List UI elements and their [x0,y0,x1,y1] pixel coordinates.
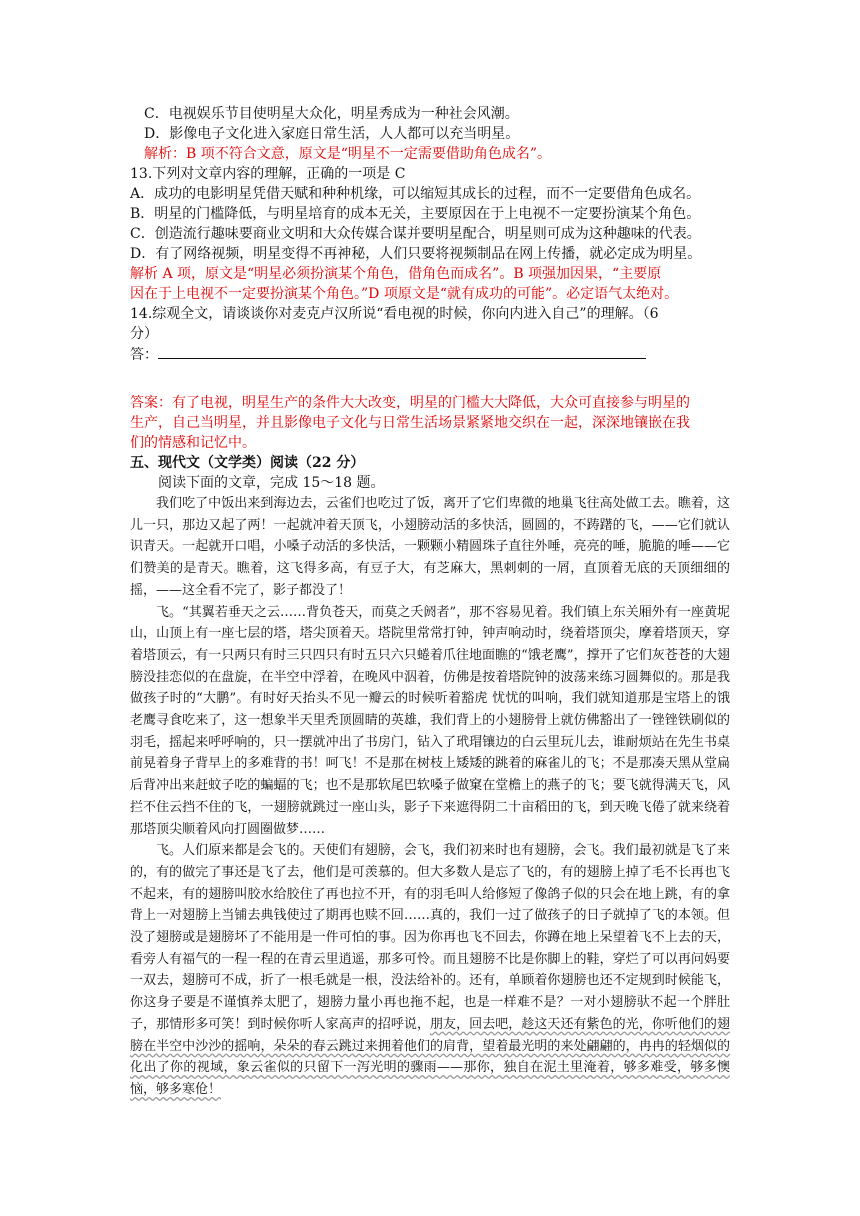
q13-option-a: A．成功的电影明星凭借天赋和种种机缘，可以缩短其成长的过程，而不一定要借角色成名。 [130,186,701,202]
q14-answer-row [130,344,730,365]
exam-page [130,104,730,1101]
q13-stem: 13.下列对文章内容的理解，正确的一项是 C [130,166,406,182]
q12-option-d: D．影像电子文化进入家庭日常生活，人人都可以充当明星。 [144,126,520,142]
q14-answer-line-1: 答案：有了电视，明星生产的条件大大改变，明星的门槛大大降低，大众可直接参与明星的 [130,395,690,411]
q13-option-b: B．明星的门槛降低，与明星培育的成本无关，主要原因在于上电视不一定要扮演某个角色。 [130,206,701,222]
q12-option-c: C．电视娱乐节目使明星大众化，明星秀成为一种社会风潮。 [144,106,519,122]
section-heading: 五、现代文（文学类）阅读（22 分） [130,455,365,471]
q12-analysis: 解析：B 项不符合文意，原文是“明星不一定需要借助角色成名”。 [144,146,552,162]
q13-option-c: C．创造流行趣味要商业文明和大众传媒合谋并要明星配合，明星则可成为这种趣味的代表。 [130,226,701,242]
q14-answer-label: 答： [130,347,158,363]
article-underlined-passage: 朋友，回去吧，趁这天还有紫色的光，你听他们的翅膀在半空中沙沙的摇响，朵朵的春云跳过来拥着他们的肩背，望着最光明的来处翩翩的，冉冉的轻烟似的化出了你的视域，象云雀似的只留下一泻光明的骤雨——那你，独自在泥土里淹着，够多难受，够多懊恼，够多寒伧！ [130,1016,730,1097]
q13-analysis-line-2: 因在于上电视不一定要扮演某个角色。”D 项原文是“就有成功的可能”。必定语气太绝对。 [130,286,679,302]
article-body [130,493,730,1101]
q14-stem-line-1: 14.综观全文，请谈谈你对麦克卢汉所说“看电视的时候，你向内进入自己”的理解。（6 [130,306,659,322]
article-paragraph-1: 我们吃了中饭出来到海边去，云雀们也吃过了饭，离开了它们卑微的地巢飞往高处做工去。瞧着，这儿一只，那边又起了两！一起就冲着天顶飞，小翅膀动活的多快活，圆圆的，不踌躇的飞，——它们就认识青天。一起就开口唱，小嗓子动活的多快活，一颗颗小精圆珠子直往外唾，亮亮的唾，脆脆的唾——它们赞美的是青天。瞧着，这飞得多高，有豆子大，有芝麻大，黑刺刺的一屑，直顶着无底的天顶细细的摇，——这全看不完了，影子都没了！ [130,496,730,598]
q13-analysis-line-1: 解析 A 项，原文是“明星必须扮演某个角色，借角色而成名”。B 项强加因果，“主要原 [130,266,662,282]
spacer [130,365,730,393]
q14-answer-line-3: 们的情感和记忆中。 [130,435,256,451]
answer-blank-line [158,344,646,359]
article-paragraph-3-text: 飞。人们原来都是会飞的。天使们有翅膀，会飞，我们初来时也有翅膀，会飞。我们最初就是飞了来的，有的做完了事还是飞了去，他们是可羡慕的。但大多数人是忘了飞的，有的翅膀上掉了毛不长再也飞不起来，有的翅膀叫胶水给胶住了再也拉不开，有的羽毛叫人给修短了像鸽子似的只会在地上跳，有的拿背上一对翅膀上当铺去典钱使过了期再也赎不回……真的，我们一过了做孩子的日子就掉了飞的本领。但没了翅膀或是翅膀坏了不能用是一件可怕的事。因为你再也飞不回去，你蹲在地上呆望着飞不上去的天，看旁人有福气的一程一程的在青云里逍遥，那多可怜。而且翅膀不比是你脚上的鞋，穿烂了可以再问妈要一双去，翅膀可不成，折了一根毛就是一根，没法给补的。还有，单顾着你翅膀也还不定规到时候能飞，你这身子要是不谨慎养太肥了，翅膀力量小再也拖不起，也是一样难不是？一对小翅膀驮不起一个胖肚子，那情形多可笑！到时候你听人家高声的招呼说， [130,843,730,1032]
q13-option-d: D．有了网络视频，明星变得不再神秘，人们只要将视频制品在网上传播，就必定成为明星。 [130,246,702,262]
section-instruction: 阅读下面的文章，完成 15～18 题。 [158,475,385,491]
article-paragraph-2: 飞。“其翼若垂天之云……背负苍天，而莫之夭阏者”，那不容易见着。我们镇上东关厢外有一座黄坭山，山顶上有一座七层的塔，塔尖顶着天。塔院里常常打钟，钟声响动时，绕着塔顶尖，摩着塔顶天，穿着塔顶云，有一只两只有时三只四只有时五只六只蜷着爪往地面瞧的“饿老鹰”，撑开了它们灰苍苍的大翅膀没挂恋似的在盘旋，在半空中浮着，在晚风中泅着，仿佛是按着塔院钟的波荡来练习圆舞似的。那是我做孩子时的“大鹏”。有时好天抬头不见一瓣云的时候听着豁虎 忧忧的叫响，我们就知道那是宝塔上的饿老鹰寻食吃来了，这一想象半天里秃顶圆睛的英雄，我们背上的小翅膀骨上就仿佛豁出了一锉锉铁刷似的羽毛，摇起来呼呼响的，只一摆就冲出了书房门，钻入了玳瑁镶边的白云里玩儿去，谁耐烦站在先生书桌前晃着身子背早上的多难背的书！呵飞！不是那在树枝上矮矮的跳着的麻雀儿的飞；不是那凑天黑从堂扁后背冲出来赶蚊子吃的蝙蝠的飞；也不是那软尾巴软嗓子做窠在堂檐上的燕子的飞；要飞就得满天飞，风拦不住云挡不住的飞，一翅膀就跳过一座山头，影子下来遮得阴二十亩稻田的飞，到天晚飞倦了就来绕着那塔顶尖顺着风向打圆圈做梦…… [130,604,730,837]
q14-stem-line-2: 分） [130,326,158,342]
article-paragraph-3 [130,840,730,1100]
q14-answer-line-2: 生产，自己当明星，并且影像电子文化与日常生活场景紧紧地交织在一起，深深地镶嵌在我 [130,415,690,431]
